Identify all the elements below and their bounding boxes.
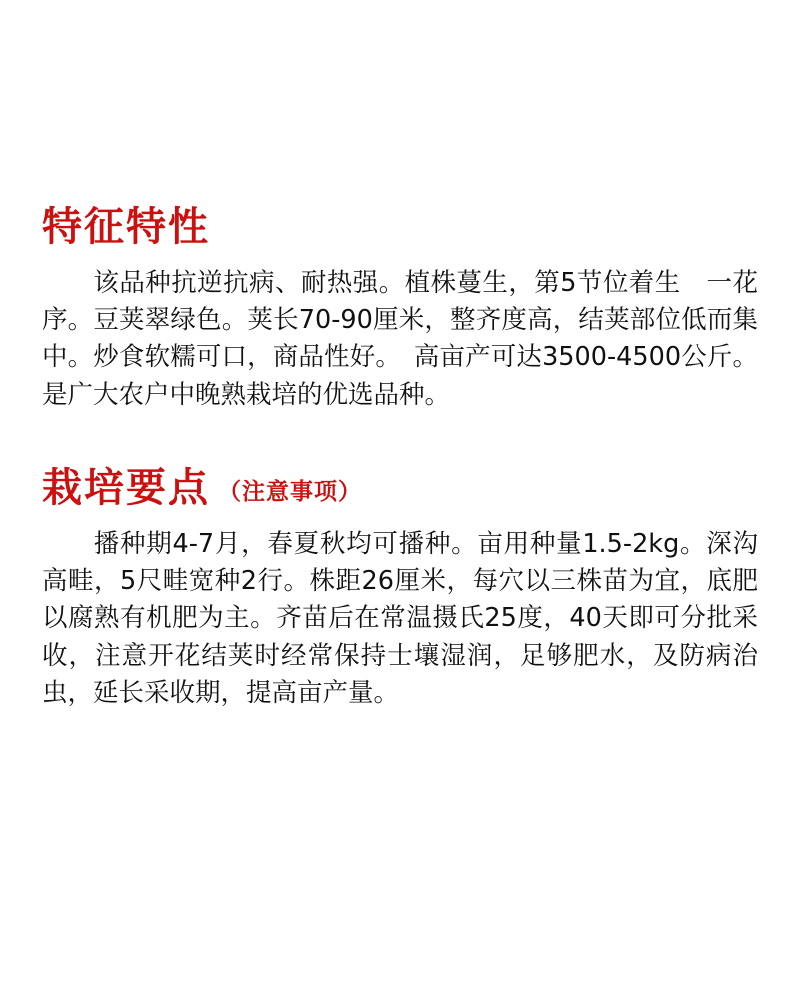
- heading-main-text: 特征特性: [42, 203, 210, 250]
- heading-body-spacer: [42, 255, 758, 265]
- paragraph-cultivation: [42, 526, 758, 712]
- section-heading-cultivation: [42, 463, 758, 511]
- section-cultivation: [42, 463, 758, 712]
- paragraph-characteristics-text: 该品种抗逆抗病、耐热强。植株蔓生，第5节位着生 一花序。豆荚翠绿色。荚长70-90厘米，整齐度高，结荚部位低而集中。炒食软糯可口，商品性好。 高亩产可达3500-4500公斤。是广大农户中晚熟栽培的优选品种。: [42, 268, 758, 410]
- paragraph-cultivation-text: 播种期4-7月，春夏秋均可播种。亩用种量1.5-2kg。深沟高畦，5尺畦宽种2行。株距26厘米，每穴以三株苗为宜，底肥以腐熟有机肥为主。齐苗后在常温摄氏25度，40天即可分批采收，注意开花结荚时经常保持士壤湿润，足够肥水，及防病治虫，延长采收期，提高亩产量。: [42, 528, 758, 708]
- heading-body-spacer: [42, 516, 758, 526]
- section-heading-characteristics: [42, 205, 758, 249]
- heading-sub-text: （注意事项）: [218, 477, 362, 505]
- heading-main-text: 栽培要点: [42, 463, 210, 511]
- paragraph-characteristics: [42, 265, 758, 414]
- section-characteristics: [42, 205, 758, 414]
